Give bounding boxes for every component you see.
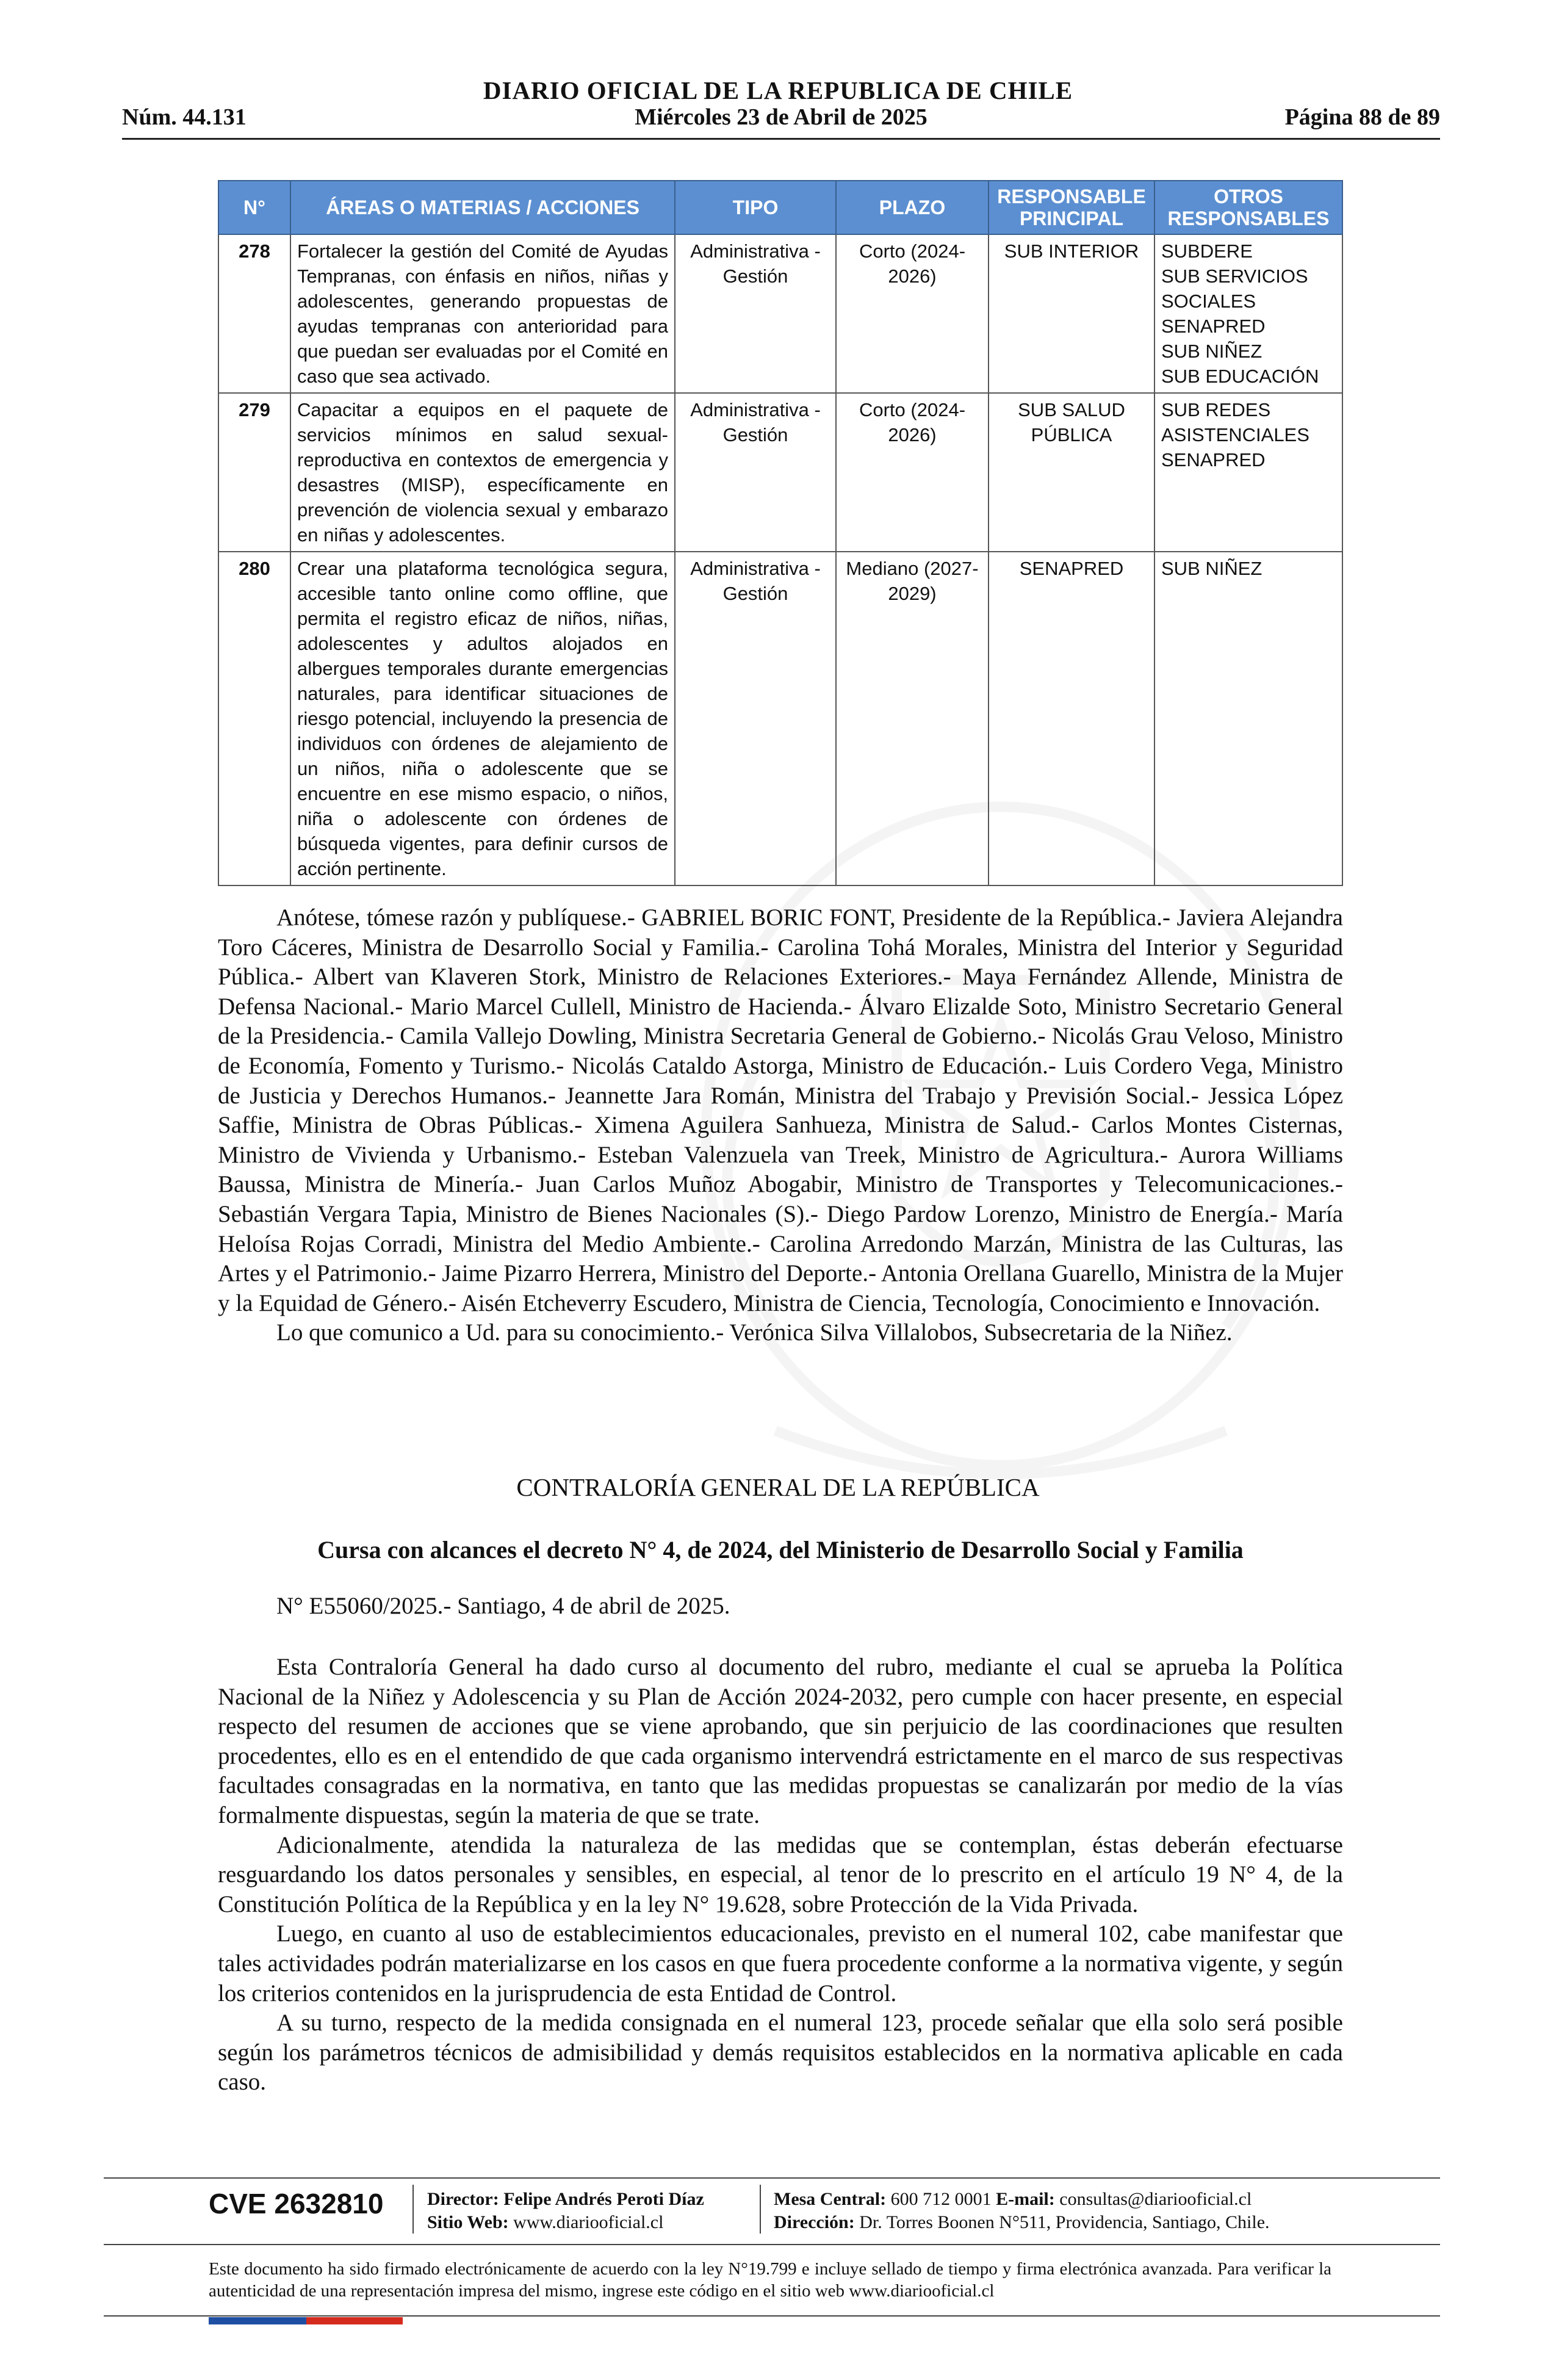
row-responsable: SUB INTERIOR <box>989 234 1154 393</box>
row-responsable: SUB SALUD PÚBLICA <box>989 393 1154 552</box>
row-plazo: Mediano (2027-2029) <box>836 552 989 885</box>
col-header-tipo: TIPO <box>675 181 836 234</box>
flag-stripe <box>209 2317 403 2324</box>
contraloria-paragraph: Luego, en cuanto al uso de establecimientos educacionales, previsto en el numeral 102, cabe manifestar que tales actividades podrán materializarse en los casos en que fuera procedente conforme a la normativa vigente, y según los criterios contenidos en la jurisprudencia de esta Entidad de Control. <box>218 1920 1343 2007</box>
contraloria-body <box>218 1653 1343 2097</box>
signatures-paragraph: Anótese, tómese razón y publíquese.- GABRIEL BORIC FONT, Presidente de la República.- Javiera Alejandra Toro Cáceres, Ministra de Desarrollo Social y Familia.- Carolina Tohá Morales, Ministra del Interior y Seguridad Pública.- Albert van Klaveren Stork, Ministro de Relaciones Exteriores.- Maya Fernández Allende, Ministra de Defensa Nacional.- Mario Marcel Cullell, Ministro de Hacienda.- Álvaro Elizalde Soto, Ministro Secretario General de la Presidencia.- Camila Vallejo Dowling, Ministra Secretaria General de Gobierno.- Nicolás Grau Veloso, Ministro de Economía, Fomento y Turismo.- Nicolás Cataldo Astorga, Ministro de Educación.- Luis Cordero Vega, Ministro de Justicia y Derechos Humanos.- Jeannette Jara Román, Ministra del Trabajo y Previsión Social.- Jessica López Saffie, Ministra de Obras Públicas.- Ximena Aguilera Sanhueza, Ministra de Salud.- Carlos Montes Cisternas, Ministro de Vivienda y Urbanismo.- Esteban Valenzuela van Treek, Ministro de Agricultura.- Aurora Williams Baussa, Ministra de Minería.- Juan Carlos Muñoz Abogabir, Ministro de Transportes y Telecomunicaciones.- Sebastián Vergara Tapia, Ministro de Bienes Nacionales (S).- Diego Pardow Lorenzo, Ministro de Energía.- María Heloísa Rojas Corradi, Ministra del Medio Ambiente.- Carolina Arredondo Marzán, Ministra de las Culturas, las Artes y el Patrimonio.- Jaime Pizarro Herrera, Ministro del Deporte.- Antonia Orellana Guarello, Ministra de la Mujer y la Equidad de Género.- Aisén Etcheverry Escudero, Ministra de Ciencia, Tecnología, Conocimiento e Innovación. <box>218 904 1343 1316</box>
issue-number: Núm. 44.131 <box>122 104 247 130</box>
cve-code: CVE 2632810 <box>209 2188 384 2220</box>
mesa-phone: 600 712 0001 <box>890 2189 992 2209</box>
header-rule <box>122 138 1440 140</box>
otros-item: SUB NIÑEZ <box>1161 558 1262 579</box>
table-row <box>218 552 1342 885</box>
row-tipo: Administrativa - Gestión <box>675 234 836 393</box>
signatures-block <box>218 903 1343 1348</box>
flag-red-segment <box>306 2317 403 2324</box>
section-title: CONTRALORÍA GENERAL DE LA REPÚBLICA <box>516 1473 1040 1501</box>
row-otros <box>1154 552 1342 885</box>
row-tipo: Administrativa - Gestión <box>675 393 836 552</box>
row-action: Fortalecer la gestión del Comité de Ayudas Tempranas, con énfasis en niños, niñas y adolescentes, generando propuestas de ayudas tempranas con anterioridad para que puedan ser evaluadas por el Comité en caso que sea activado. <box>290 234 675 393</box>
footer-rule-middle <box>104 2244 1440 2245</box>
col-header-otros: OTROS RESPONSABLES <box>1154 181 1342 234</box>
otros-item: SENAPRED <box>1161 316 1266 337</box>
row-otros <box>1154 393 1342 552</box>
director-label: Director: <box>427 2189 499 2209</box>
row-number: 279 <box>218 393 290 552</box>
col-header-plazo: PLAZO <box>836 181 989 234</box>
web-label: Sitio Web: <box>427 2212 509 2232</box>
header-row <box>122 104 1440 135</box>
mesa-label: Mesa Central: <box>774 2189 887 2209</box>
otros-item: SUB SERVICIOS SOCIALES <box>1161 265 1308 312</box>
publication-title: DIARIO OFICIAL DE LA REPUBLICA DE CHILE <box>483 76 1073 104</box>
email-label: E-mail: <box>996 2189 1055 2209</box>
row-action: Capacitar a equipos en el paquete de servicios mínimos en salud sexual-reproductiva en contextos de emergencia y desastres (MISP), específicamente en prevención de violencia sexual y embarazo en niñas y adolescentes. <box>290 393 675 552</box>
otros-item: SUB EDUCACIÓN <box>1161 366 1319 387</box>
table-row <box>218 393 1342 552</box>
contraloria-paragraph: Adicionalmente, atendida la naturaleza de las medidas que se contemplan, éstas deberán efectuarse resguardando los datos personales y sensibles, en especial, al tenor de lo prescrito en el artículo 19 N° 4, de la Constitución Política de la República y en la ley N° 19.628, sobre Protección de la Vida Privada. <box>218 1831 1343 1917</box>
reference-line: N° E55060/2025.- Santiago, 4 de abril de 2025. <box>276 1593 730 1619</box>
col-header-num: N° <box>218 181 290 234</box>
reference-line-block <box>218 1592 1343 1621</box>
footer-rule-bottom <box>104 2315 1440 2317</box>
col-header-areas: ÁREAS O MATERIAS / ACCIONES <box>290 181 675 234</box>
actions-table <box>218 180 1343 886</box>
page-number: Página 88 de 89 <box>1284 104 1440 130</box>
footer-separator <box>760 2185 761 2234</box>
otros-item: SUB NIÑEZ <box>1161 341 1262 362</box>
section-subtitle: Cursa con alcances el decreto N° 4, de 2024, del Ministerio de Desarrollo Social y Familia <box>317 1536 1244 1563</box>
footer-separator <box>412 2185 414 2234</box>
flag-blue-segment <box>209 2317 306 2324</box>
web-link[interactable]: www.diariooficial.cl <box>513 2212 664 2232</box>
row-plazo: Corto (2024-2026) <box>836 393 989 552</box>
col-header-responsable: RESPONSABLE PRINCIPAL <box>989 181 1154 234</box>
row-responsable: SENAPRED <box>989 552 1154 885</box>
row-number: 278 <box>218 234 290 393</box>
contraloria-paragraph: Esta Contraloría General ha dado curso al documento del rubro, mediante el cual se aprueba la Política Nacional de la Niñez y Adolescencia y su Plan de Acción 2024-2032, pero cumple con hacer presente, en especial respecto del resumen de acciones que se viene aprobando, que sin perjuicio de las coordinaciones que resulten procedentes, ello es en el entendido de que cada organismo intervendrá estrictamente en el marco de sus respectivas facultades consagradas en la normativa, en tanto que las medidas propuestas se canalizarán por medio de la vías formalmente dispuestas, según la materia de que se trate. <box>218 1654 1343 1828</box>
row-action: Crear una plataforma tecnológica segura, accesible tanto online como offline, que permita el registro eficaz de niños, niñas, adolescentes y adultos alojados en albergues temporales durante emergencias naturales, para identificar situaciones de riesgo potencial, incluyendo la presencia de individuos con órdenes de alejamiento de un niños, niña o adolescente que se encuentre en ese mismo espacio, o niños, niña o adolescente con órdenes de búsqueda vigentes, para definir cursos de acción pertinente. <box>290 552 675 885</box>
otros-item: SENAPRED <box>1161 449 1266 471</box>
row-otros <box>1154 234 1342 393</box>
direccion-label: Dirección: <box>774 2212 855 2232</box>
otros-item: SUB REDES ASISTENCIALES <box>1161 399 1309 445</box>
row-plazo: Corto (2024-2026) <box>836 234 989 393</box>
contraloria-paragraph: A su turno, respecto de la medida consignada en el numeral 123, procede señalar que ella solo será posible según los parámetros técnicos de admisibilidad y demás requisitos establecidos en la normativa aplicable en cada caso. <box>218 2010 1343 2096</box>
row-tipo: Administrativa - Gestión <box>675 552 836 885</box>
table-row <box>218 234 1342 393</box>
issue-date: Miércoles 23 de Abril de 2025 <box>635 104 927 130</box>
footer-director-block <box>427 2188 704 2234</box>
director-name: Felipe Andrés Peroti Díaz <box>503 2189 704 2209</box>
direccion-value: Dr. Torres Boonen N°511, Providencia, Santiago, Chile. <box>859 2212 1270 2232</box>
footer-rule-top <box>104 2177 1440 2179</box>
row-number: 280 <box>218 552 290 885</box>
table-header-row <box>218 181 1342 234</box>
closing-line: Lo que comunico a Ud. para su conocimiento.- Verónica Silva Villalobos, Subsecretaria de la Niñez. <box>276 1319 1233 1346</box>
footer-contact-block <box>774 2188 1270 2234</box>
footer-note: Este documento ha sido firmado electrónicamente de acuerdo con la ley N°19.799 e incluye sellado de tiempo y firma electrónica avanzada. Para verificar la autenticidad de una representación impresa del mismo, ingrese este código en el sitio web www.diariooficial.cl <box>209 2259 1331 2301</box>
otros-item: SUBDERE <box>1161 240 1253 262</box>
email-link[interactable]: consultas@diariooficial.cl <box>1059 2189 1252 2209</box>
